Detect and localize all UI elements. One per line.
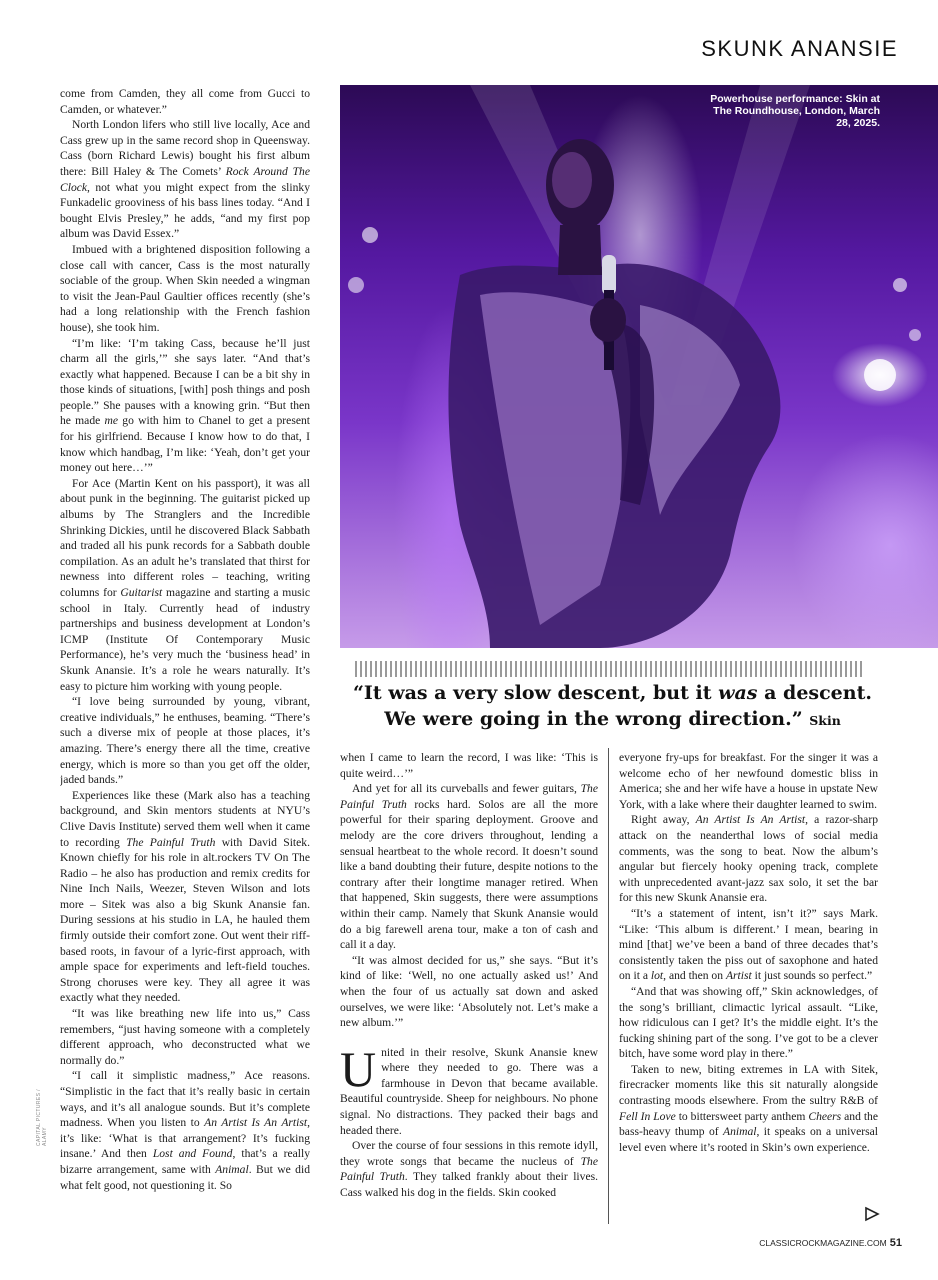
paragraph: For Ace (Martin Kent on his passport), it was all about punk in the beginning. The guitarist picked up albums by The Stranglers and the Incredible Shrinking Dickies, until he discovered Black Sabbath and traded all his punk records for a Sabbath double compilation. As an adult he’s translated that thirst for newness into different roles – teaching, writing columns for Guitarist magazine and starting a music school in Italy. Currently head of industry partnerships and business development at London’s ICMP (Institute Of Contemporary Music Performance), he’s very much the ‘business head’ in Skunk Anansie. It’s a role he wears naturally. It’s easy to picture him working with young people. xyxy=(60,476,310,693)
performer-illustration xyxy=(340,85,938,648)
emphasis: Animal xyxy=(723,1125,757,1139)
paragraph: Imbued with a brightened disposition following a close call with cancer, Cass is the most naturally sociable of the group. When Skin needed a wingman to visit the Jean-Paul Gaultier offices recently (she’s had a long relationship with the French fashion house), she took him. xyxy=(60,242,310,334)
emphasis: was xyxy=(718,682,758,704)
emphasis: Fell In Love xyxy=(619,1109,676,1123)
triangle-end-icon xyxy=(864,1206,880,1222)
paragraph: And yet for all its curveballs and fewer guitars, The Painful Truth rocks hard. Solos are all the more powerful for their sparing deployment. Groove and melody are the core drivers throughout, lending a sensual heartbeat to the whole record. It doesn’t sound like a band doubting their future, despite notions to the contrary after their longtime manager retired. When that happened, Skin suggests, there were assumptions within their camp. Namely that Skunk Anansie would do a big farewell arena tour, make a ton of cash and call it a day. xyxy=(340,782,598,952)
paragraph: “I’m like: ‘I’m taking Cass, because he’ll just charm all the girls,’” she says later. “And that’s exactly what happened. Because I can be a bit shy in those kinds of situations, [with] posh things and posh people.” She pauses with a knowing grin. “But then he made me go with him to Chanel to get a present for his girlfriend. Because I know how to do that, I know which handbag, I’m like: ‘Yeah, don’t get your money out here…’” xyxy=(60,336,310,475)
paragraph: “It was almost decided for us,” she says. “But it’s kind of like: ‘Well, no one actually asked us!’ And when the four of us actually sat down and asked ourselves, we were like: ‘Absolutely not. Let’s make a new album.’” xyxy=(340,953,598,1030)
paragraph: “I love being surrounded by young, vibrant, creative individuals,” he enthuses, beaming. “There’s such a diverse mix of people at those places, it’s amazing. There’s energy there all the time, creative energy, which is more so than you get off the older, jaded bands.” xyxy=(60,695,310,787)
paragraph: come from Camden, they all come from Gucci to Camden, or whatever.” xyxy=(60,87,310,116)
paragraph: Taken to new, biting extremes in LA with Sitek, firecracker moments like this sit naturally alongside contrasting moods elsewhere. From the sultry R&B of Fell In Love to bittersweet party anthem Cheers and the bass-heavy thump of Animal, it speaks on a universal level even where it’s rooted in Skin’s own experience. xyxy=(619,1062,878,1154)
emphasis: An Artist Is An Artist xyxy=(695,813,806,827)
emphasis: The Painful Truth xyxy=(126,835,216,849)
article-column-1 xyxy=(60,86,310,1224)
article-column-2 xyxy=(340,750,598,1226)
emphasis: Guitarist xyxy=(120,586,163,599)
website-url: CLASSICROCKMAGAZINE.COM xyxy=(759,1238,887,1248)
emphasis: Rock Around The Clock xyxy=(60,164,310,194)
photo-credit: CAPITAL PICTURES / ALAMY xyxy=(36,1089,48,1146)
paragraph: United in their resolve, Skunk Anansie knew where they needed to go. There was a farmhouse in Devon that became available. Beautiful countryside. Sheep for neighbours. No phone signal. No distractions. They packed their bags and headed there. xyxy=(340,1040,598,1137)
article-column-3 xyxy=(619,750,878,1226)
emphasis: The Painful Truth xyxy=(340,782,598,811)
section-title: SKUNK ANANSIE xyxy=(701,36,898,61)
pull-quote-line-2: We were going in the wrong direction.” Skin xyxy=(384,708,841,730)
emphasis: An Artist Is An Artist xyxy=(204,1116,308,1130)
column-divider xyxy=(608,748,609,1224)
page-footer xyxy=(759,1237,902,1249)
page-number: 51 xyxy=(889,1237,902,1249)
emphasis: Lost and Found xyxy=(152,1147,233,1161)
pull-quote-attribution: Skin xyxy=(809,713,841,728)
pull-quote xyxy=(340,680,885,734)
paragraph: “And that was showing off,” Skin acknowledges, of the song’s brilliant, climactic lyrical assault. “Like, how ridiculous can I get? It’s the middle eight. It’s the fucking shining part of the song. I’ve got to be a clever bitch, have some word play in there.” xyxy=(619,984,878,1061)
emphasis: lot xyxy=(650,969,664,983)
photo-caption: Powerhouse performance: Skin at The Roundhouse, London, March 28, 2025. xyxy=(710,93,880,129)
decorative-divider xyxy=(355,661,863,677)
paragraph: North London lifers who still live locally, Ace and Cass grew up in the same record shop in Queensway. Cass (born Richard Lewis) bought his first album there: Bill Haley & The Comets’ Rock Around The Clock, not what you might expect from the slinky Funkadelic grooviness of his bass lines today. “And I bought Elvis Presley,” he adds, “and my first pop album was David Essex.” xyxy=(60,118,310,241)
paragraph: “It was like breathing new life into us,” Cass remembers, “just having someone with a completely different approach, who deconstructed what we normally do.” xyxy=(60,1007,310,1067)
pull-quote-line-1: “It was a very slow descent, but it was a descent. xyxy=(353,682,872,704)
paragraph: Over the course of four sessions in this remote idyll, they wrote songs that became the nucleus of The Painful Truth. They talked frankly about their lives. Cass walked his dog in the fields. Skin cooked xyxy=(340,1139,598,1200)
paragraph: “I call it simplistic madness,” Ace reasons. “Simplistic in the fact that it’s really basic in certain ways, and it’s all analogue sounds. But it’s complete madness. When you listen to An Artist Is An Artist, it’s like: ‘What is that arrangement? It’s fucking insane.’ And then Lost and Found, that’s a really bizarre arrangement, same with Animal. But we did what felt good, not questioning it. So xyxy=(60,1069,310,1192)
paragraph: when I came to learn the record, I was like: ‘This is quite weird…’” xyxy=(340,751,598,780)
emphasis: Cheers xyxy=(808,1109,842,1123)
concert-photo xyxy=(340,85,938,648)
emphasis: me xyxy=(104,414,119,428)
drop-cap: U xyxy=(340,1040,377,1097)
emphasis: Artist xyxy=(725,969,752,983)
emphasis: Animal xyxy=(215,1162,249,1176)
paragraph: Experiences like these (Mark also has a teaching background, and Skin mentors students at NYU’s Clive Davis Institute) served them well when it came to recording The Painful Truth with David Sitek. Known chiefly for his role in alt.rockers TV On The Radio – he also has production and remix credits for Nine Inch Nails, Weezer, Steven Wilson and lots more – Sitek was also a big Skunk Anansie fan. During sessions at his studio in LA, he hauled them firmly outside their comfort zone. Out went their riff-based roots, in favour of a lyric-first approach, with ample space for experiments and left-field touches. Strong choruses were key. They all agree it was exactly what they needed. xyxy=(60,788,310,1005)
emphasis: The Painful Truth xyxy=(340,1154,598,1184)
paragraph: Right away, An Artist Is An Artist, a razor-sharp attack on the neanderthal lows of social media comments, was the song to beat. Now the album’s angular but fiercely hooky opening track, complete with unprecedented avant-jazz sax solo, it set the bar for this new Skunk Anansie era. xyxy=(619,813,878,905)
paragraph: “It’s a statement of intent, isn’t it?” says Mark. “Like: ‘This album is different.’ I mean, bearing in mind [that] we’ve been a band of three decades that’s consistently taken the piss out of saxophone and hated on it a lot, and then on Artist it just sounds so perfect.” xyxy=(619,906,878,983)
paragraph: everyone fry-ups for breakfast. For the singer it was a welcome echo of her newfound domestic bliss in America; she and her wife have a house in upstate New York, with a lake where their daughter learned to swim. xyxy=(619,751,878,811)
